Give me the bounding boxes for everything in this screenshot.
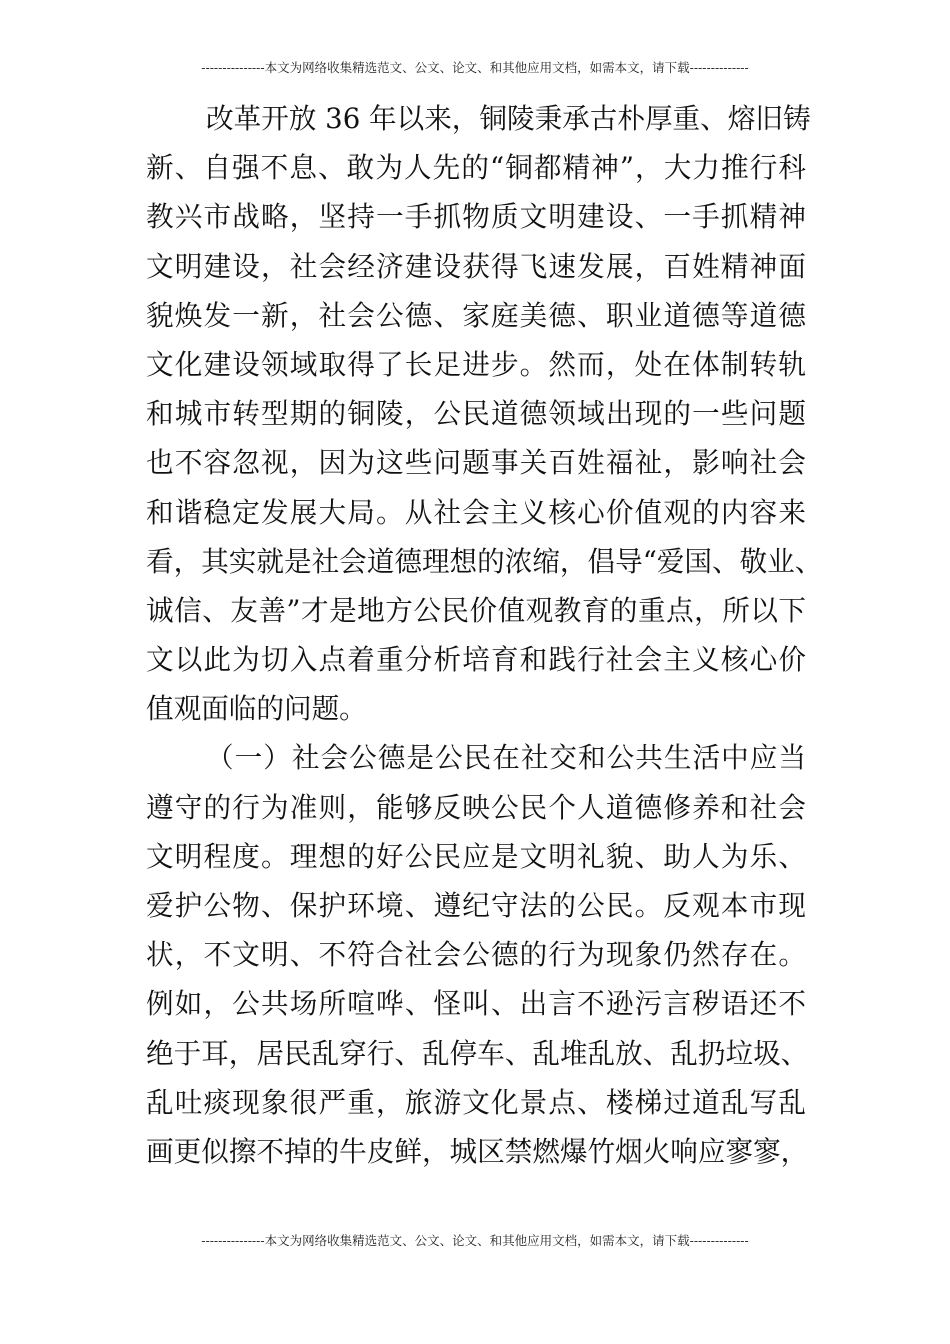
page-header: ---------------本文为网络收集精选范文、公文、论文、和其他应用文档，如需本文，请下载-------------- [201, 60, 749, 75]
text-line: 改革开放 36 年以来，铜陵秉承古朴厚重、熔旧铸 [206, 102, 811, 135]
page-footer: ---------------本文为网络收集精选范文、公文、论文、和其他应用文档，如需本文，请下载-------------- [201, 1233, 749, 1248]
text-line: 和谐稳定发展大局。从社会主义核心价值观的内容来 [146, 495, 806, 529]
text-line: 例如，公共场所喧哗、怪叫、出言不逊污言秽语还不 [146, 987, 806, 1021]
text-line: 文以此为切入点着重分析培育和践行社会主义核心价 [146, 643, 806, 677]
text-line: 遵守的行为准则，能够反映公民个人道德修养和社会 [146, 790, 806, 824]
paragraph-1 [146, 94, 823, 733]
text-line: 诚信、友善”才是地方公民价值观教育的重点，所以下 [146, 593, 806, 627]
text-line: 文明建设，社会经济建设获得飞速发展，百姓精神面 [146, 249, 806, 283]
text-line: 和城市转型期的铜陵，公民道德领域出现的一些问题 [146, 397, 806, 431]
text-line: 文化建设领域取得了长足进步。然而，处在体制转轨 [146, 347, 806, 381]
text-line: 文明程度。理想的好公民应是文明礼貌、助人为乐、 [146, 839, 806, 873]
text-line: 看，其实就是社会道德理想的浓缩，倡导“爱国、敬业、 [146, 544, 823, 578]
text-line: 值观面临的问题。 [146, 692, 367, 726]
text-line: 爱护公物、保护环境、遵纪守法的公民。反观本市现 [146, 889, 806, 922]
text-line: 乱吐痰现象很严重，旅游文化景点、楼梯过道乱写乱 [146, 1085, 806, 1119]
text-line: 新、自强不息、敢为人先的“铜都精神”，大力推行科 [146, 151, 806, 185]
text-line: 也不容忽视，因为这些问题事关百姓福祉，影响社会 [146, 446, 806, 480]
text-line: （一）社会公德是公民在社交和公共生活中应当 [206, 741, 806, 775]
text-line: 教兴市战略，坚持一手抓物质文明建设、一手抓精神 [146, 200, 806, 234]
paragraph-2 [146, 733, 809, 1176]
document-body [146, 94, 823, 1176]
text-line: 貌焕发一新，社会公德、家庭美德、职业道德等道德 [146, 298, 806, 332]
text-line: 画更似擦不掉的牛皮鲜，城区禁燃爆竹烟火响应寥寥， [146, 1134, 809, 1168]
text-line: 绝于耳，居民乱穿行、乱停车、乱堆乱放、乱扔垃圾、 [146, 1036, 809, 1070]
text-line: 状，不文明、不符合社会公德的行为现象仍然存在。 [146, 938, 806, 972]
